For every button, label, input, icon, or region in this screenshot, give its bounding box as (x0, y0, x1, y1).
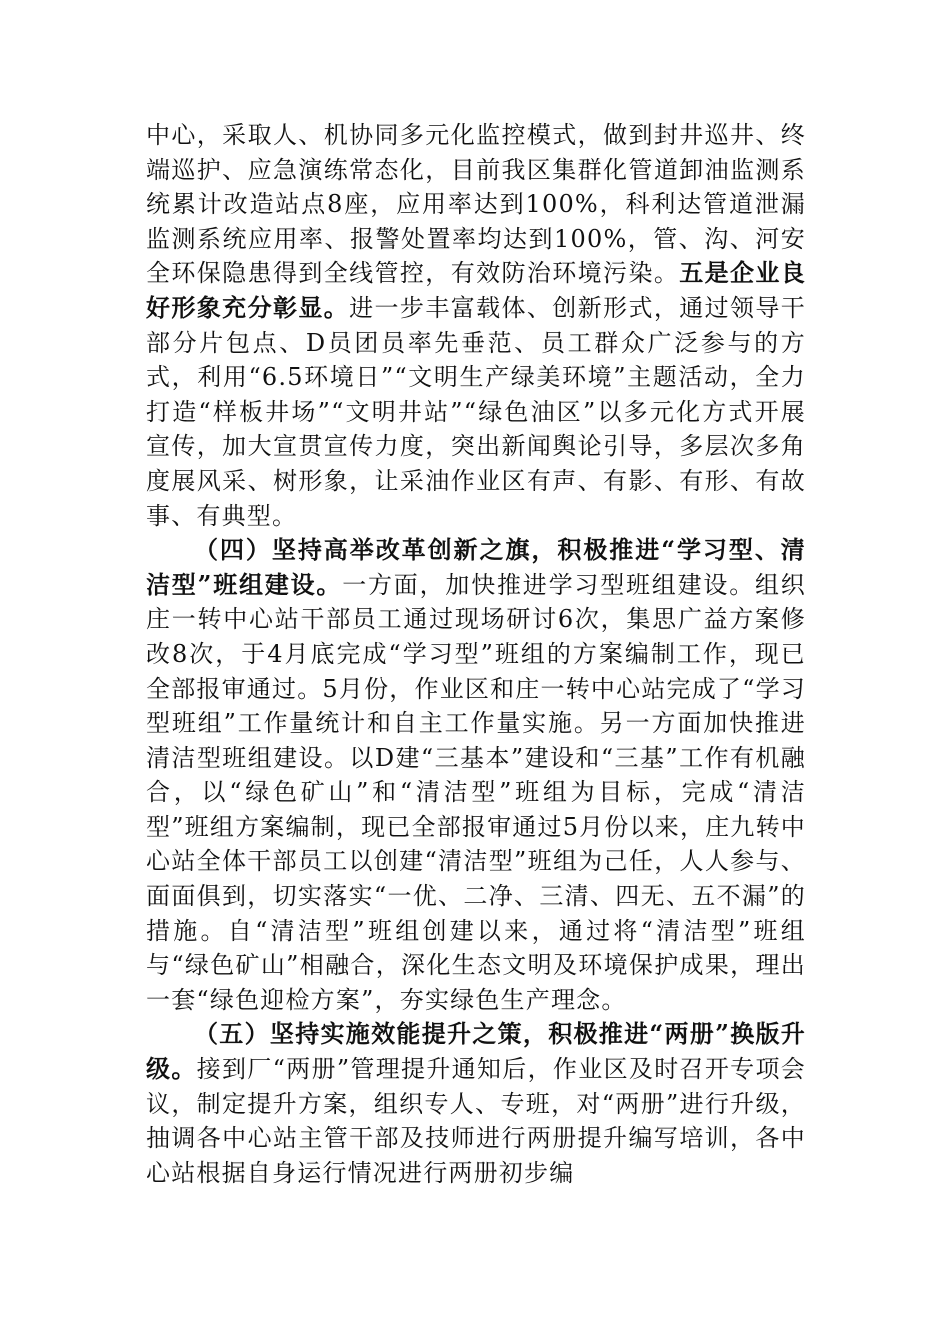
paragraph-environment-continued: 进一步丰富载体、创新形式，通过领导干部分片包点、D员团员率先垂范、员工群众广泛参与的方式，利用“6.5环境日”“文明生产绿美环境”主题活动，全力打造“样板井场”“文明井站”“绿色油区”以多元化方式开展宣传，加大宣贯宣传力度，突出新闻舆论引导，多层次多角度展风采、树形象，让采油作业区有声、有影、有形、有故事、有典型。 (146, 293, 806, 530)
section-five-heading: （五）坚持实施效能提升之策，积极推进“两册”换版升级。 (146, 1019, 806, 1084)
section-five-body: 接到厂“两册”管理提升通知后，作业区及时召开专项会议，制定提升方案，组织专人、专班，对“两册”进行升级，抽调各中心站主管干部及技师进行两册提升编写培训，各中心站根据自身运行情况进行两册初步编 (146, 1055, 806, 1187)
paragraph-section-five (146, 1017, 806, 1190)
heading-five-enterprise-image: 五是企业良好形象充分彰显。 (146, 258, 807, 322)
paragraph-environment-text: 中心，采取人、机协同多元化监控模式，做到封井巡井、终端巡护、应急演练常态化，目前我区集群化管道卸油监测系统累计改造站点8座，应用率达到100%，科利达管道泄漏监测系统应用率、报警处置率均达到100%，管、沟、河安全环保隐患得到全线管控，有效防治环境污染。 (146, 121, 806, 288)
section-four-heading: （四）坚持高举改革创新之旗，积极推进“学习型、清洁型”班组建设。 (146, 535, 806, 599)
document-body (146, 118, 806, 1190)
section-four-body: 一方面，加快推进学习型班组建设。组织庄一转中心站干部员工通过现场研讨6次，集思广益方案修改8次，于4月底完成“学习型”班组的方案编制工作，现已全部报审通过。5月份，作业区和庄一转中心站完成了“学习型班组”工作量统计和自主工作量实施。另一方面加快推进清洁型班组建设。以D建“三基本”建设和“三基”工作有机融合，以“绿色矿山”和“清洁型”班组为目标，完成“清洁型”班组方案编制，现已全部报审通过5月份以来，庄九转中心站全体干部员工以创建“清洁型”班组为己任，人人参与、面面俱到，切实落实“一优、二净、三清、四无、五不漏”的措施。自“清洁型”班组创建以来，通过将“清洁型”班组与“绿色矿山”相融合，深化生态文明及环境保护成果，理出一套“绿色迎检方案”，夯实绿色生产理念。 (146, 570, 806, 1014)
paragraph-section-four (146, 533, 806, 1017)
paragraph-environment (146, 118, 806, 533)
